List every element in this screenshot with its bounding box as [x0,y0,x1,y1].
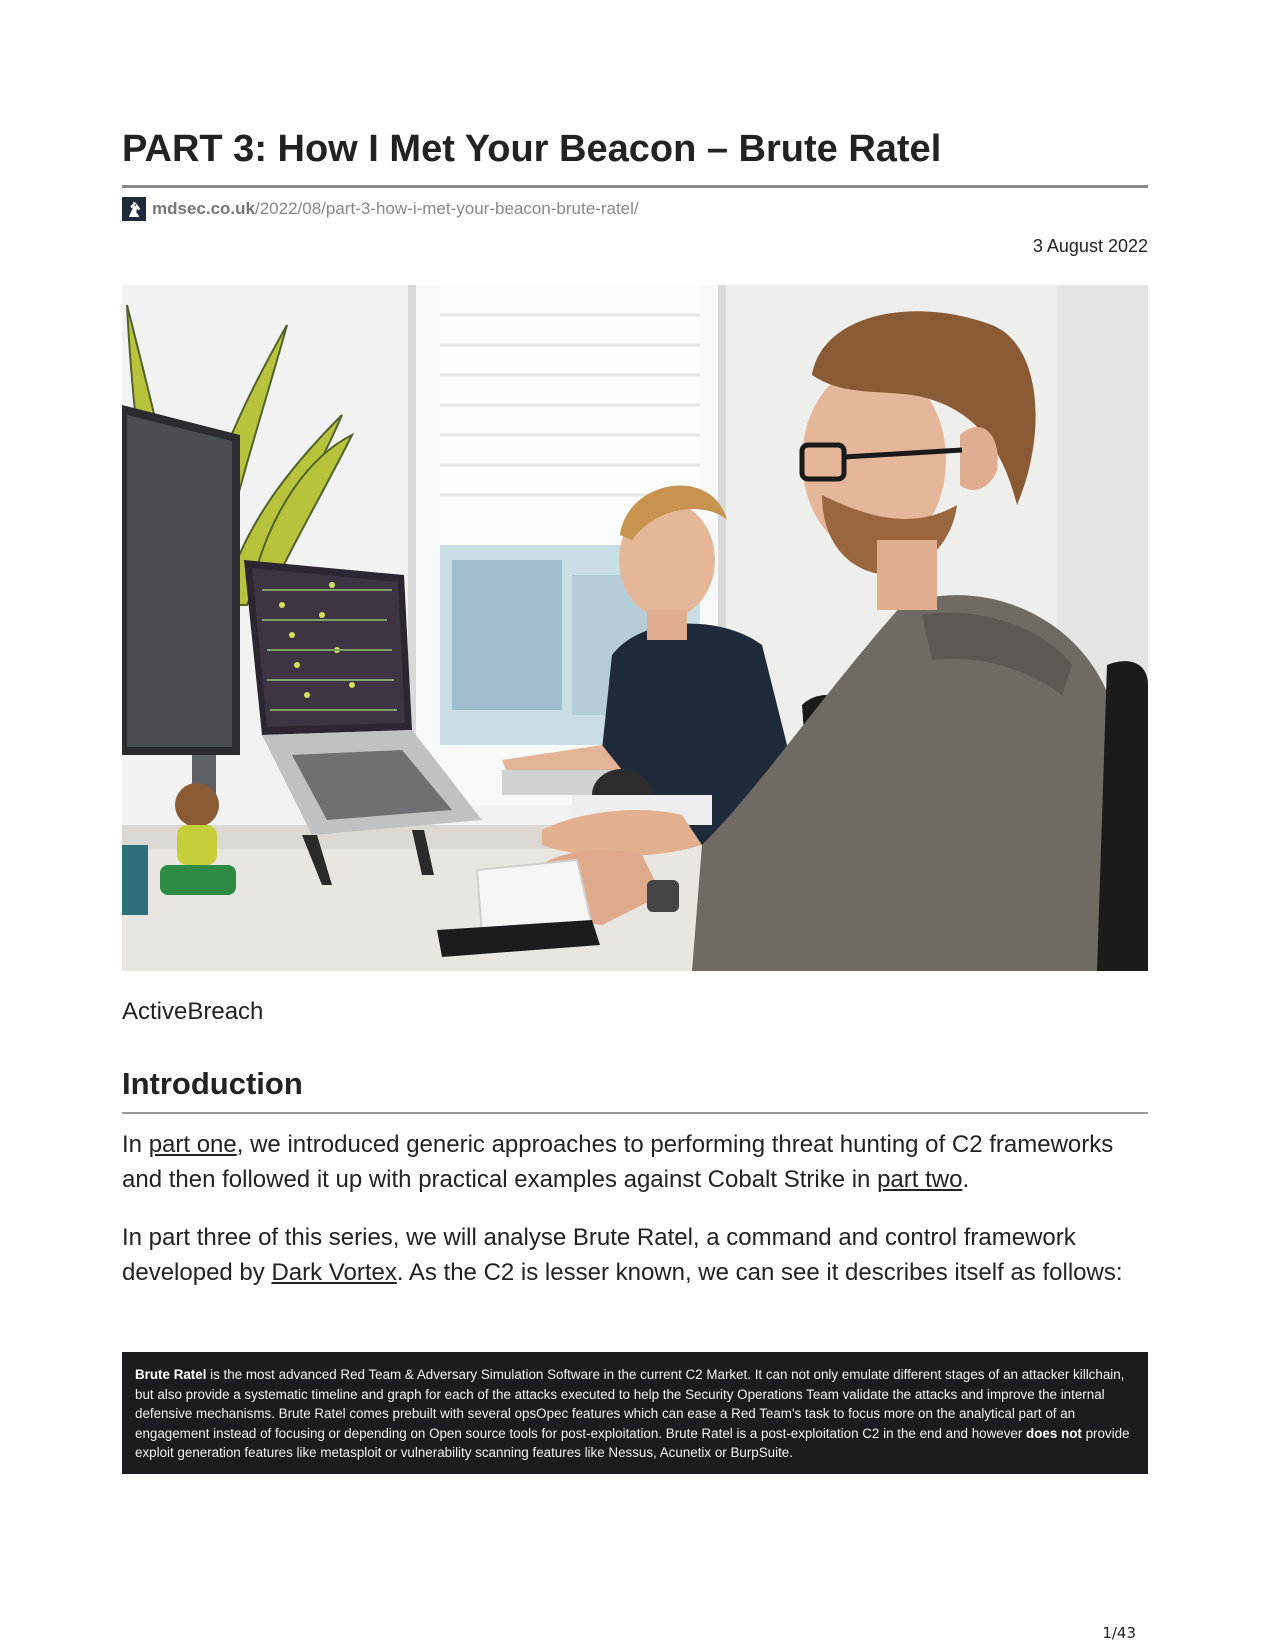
section-heading-introduction: Introduction [122,1066,303,1101]
quote-text-2: provide exploit generation features like metasploit or vulnerability scanning features like Nessus, Acunetix or BurpSuite. [135,1425,1130,1461]
quote-text-1: is the most advanced Red Team & Adversary Simulation Software in the current C2 Market. It can not only emulate different stages of an attacker killchain, but also provide a systematic timeline and graph for each of the attacks executed to help the Security Operations Team validate the attacks and improve the internal defensive mechanisms. Brute Ratel comes prebuilt with several opsOpec features which can ease a Red Team's task to focus more on the analytical part of an engagement instead of focusing or depending on Open source tools for post-exploitation. Brute Ratel is a post-exploitation C2 in the end and however [135,1367,1125,1441]
intro-paragraph-1: In part one, we introduced generic approaches to performing threat hunting of C2 frameworks and then followed it up with practical examples against Cobalt Strike in part two. [122,1131,1114,1193]
image-caption: ActiveBreach [122,998,264,1025]
article-title: PART 3: How I Met Your Beacon – Brute Ratel [122,128,942,170]
title-divider [122,185,1148,188]
link-dark-vortex[interactable]: Dark Vortex [271,1259,397,1286]
source-path: /2022/08/part-3-how-i-met-your-beacon-brute-ratel/ [255,199,639,218]
intro-paragraph-2: In part three of this series, we will analyse Brute Ratel, a command and control framework developed by Dark Vortex. As the C2 is lesser known, we can see it describes itself as follows: [122,1224,1123,1286]
page-number: 1/43 [1102,1624,1136,1642]
quote-bold-does-not: does not [1026,1425,1082,1441]
quote-bold-brute-ratel: Brute Ratel [135,1367,207,1382]
brute-ratel-description-image [122,1352,1148,1474]
section-divider [122,1112,1148,1114]
publish-date: 3 August 2022 [1032,236,1148,256]
link-part-two[interactable]: part two [877,1166,963,1193]
hero-office-photo [122,285,1148,971]
link-part-one[interactable]: part one [148,1131,237,1158]
source-link[interactable] [122,196,639,222]
source-domain: mdsec.co.uk [152,199,255,218]
mdsec-chess-knight-icon [122,197,146,221]
